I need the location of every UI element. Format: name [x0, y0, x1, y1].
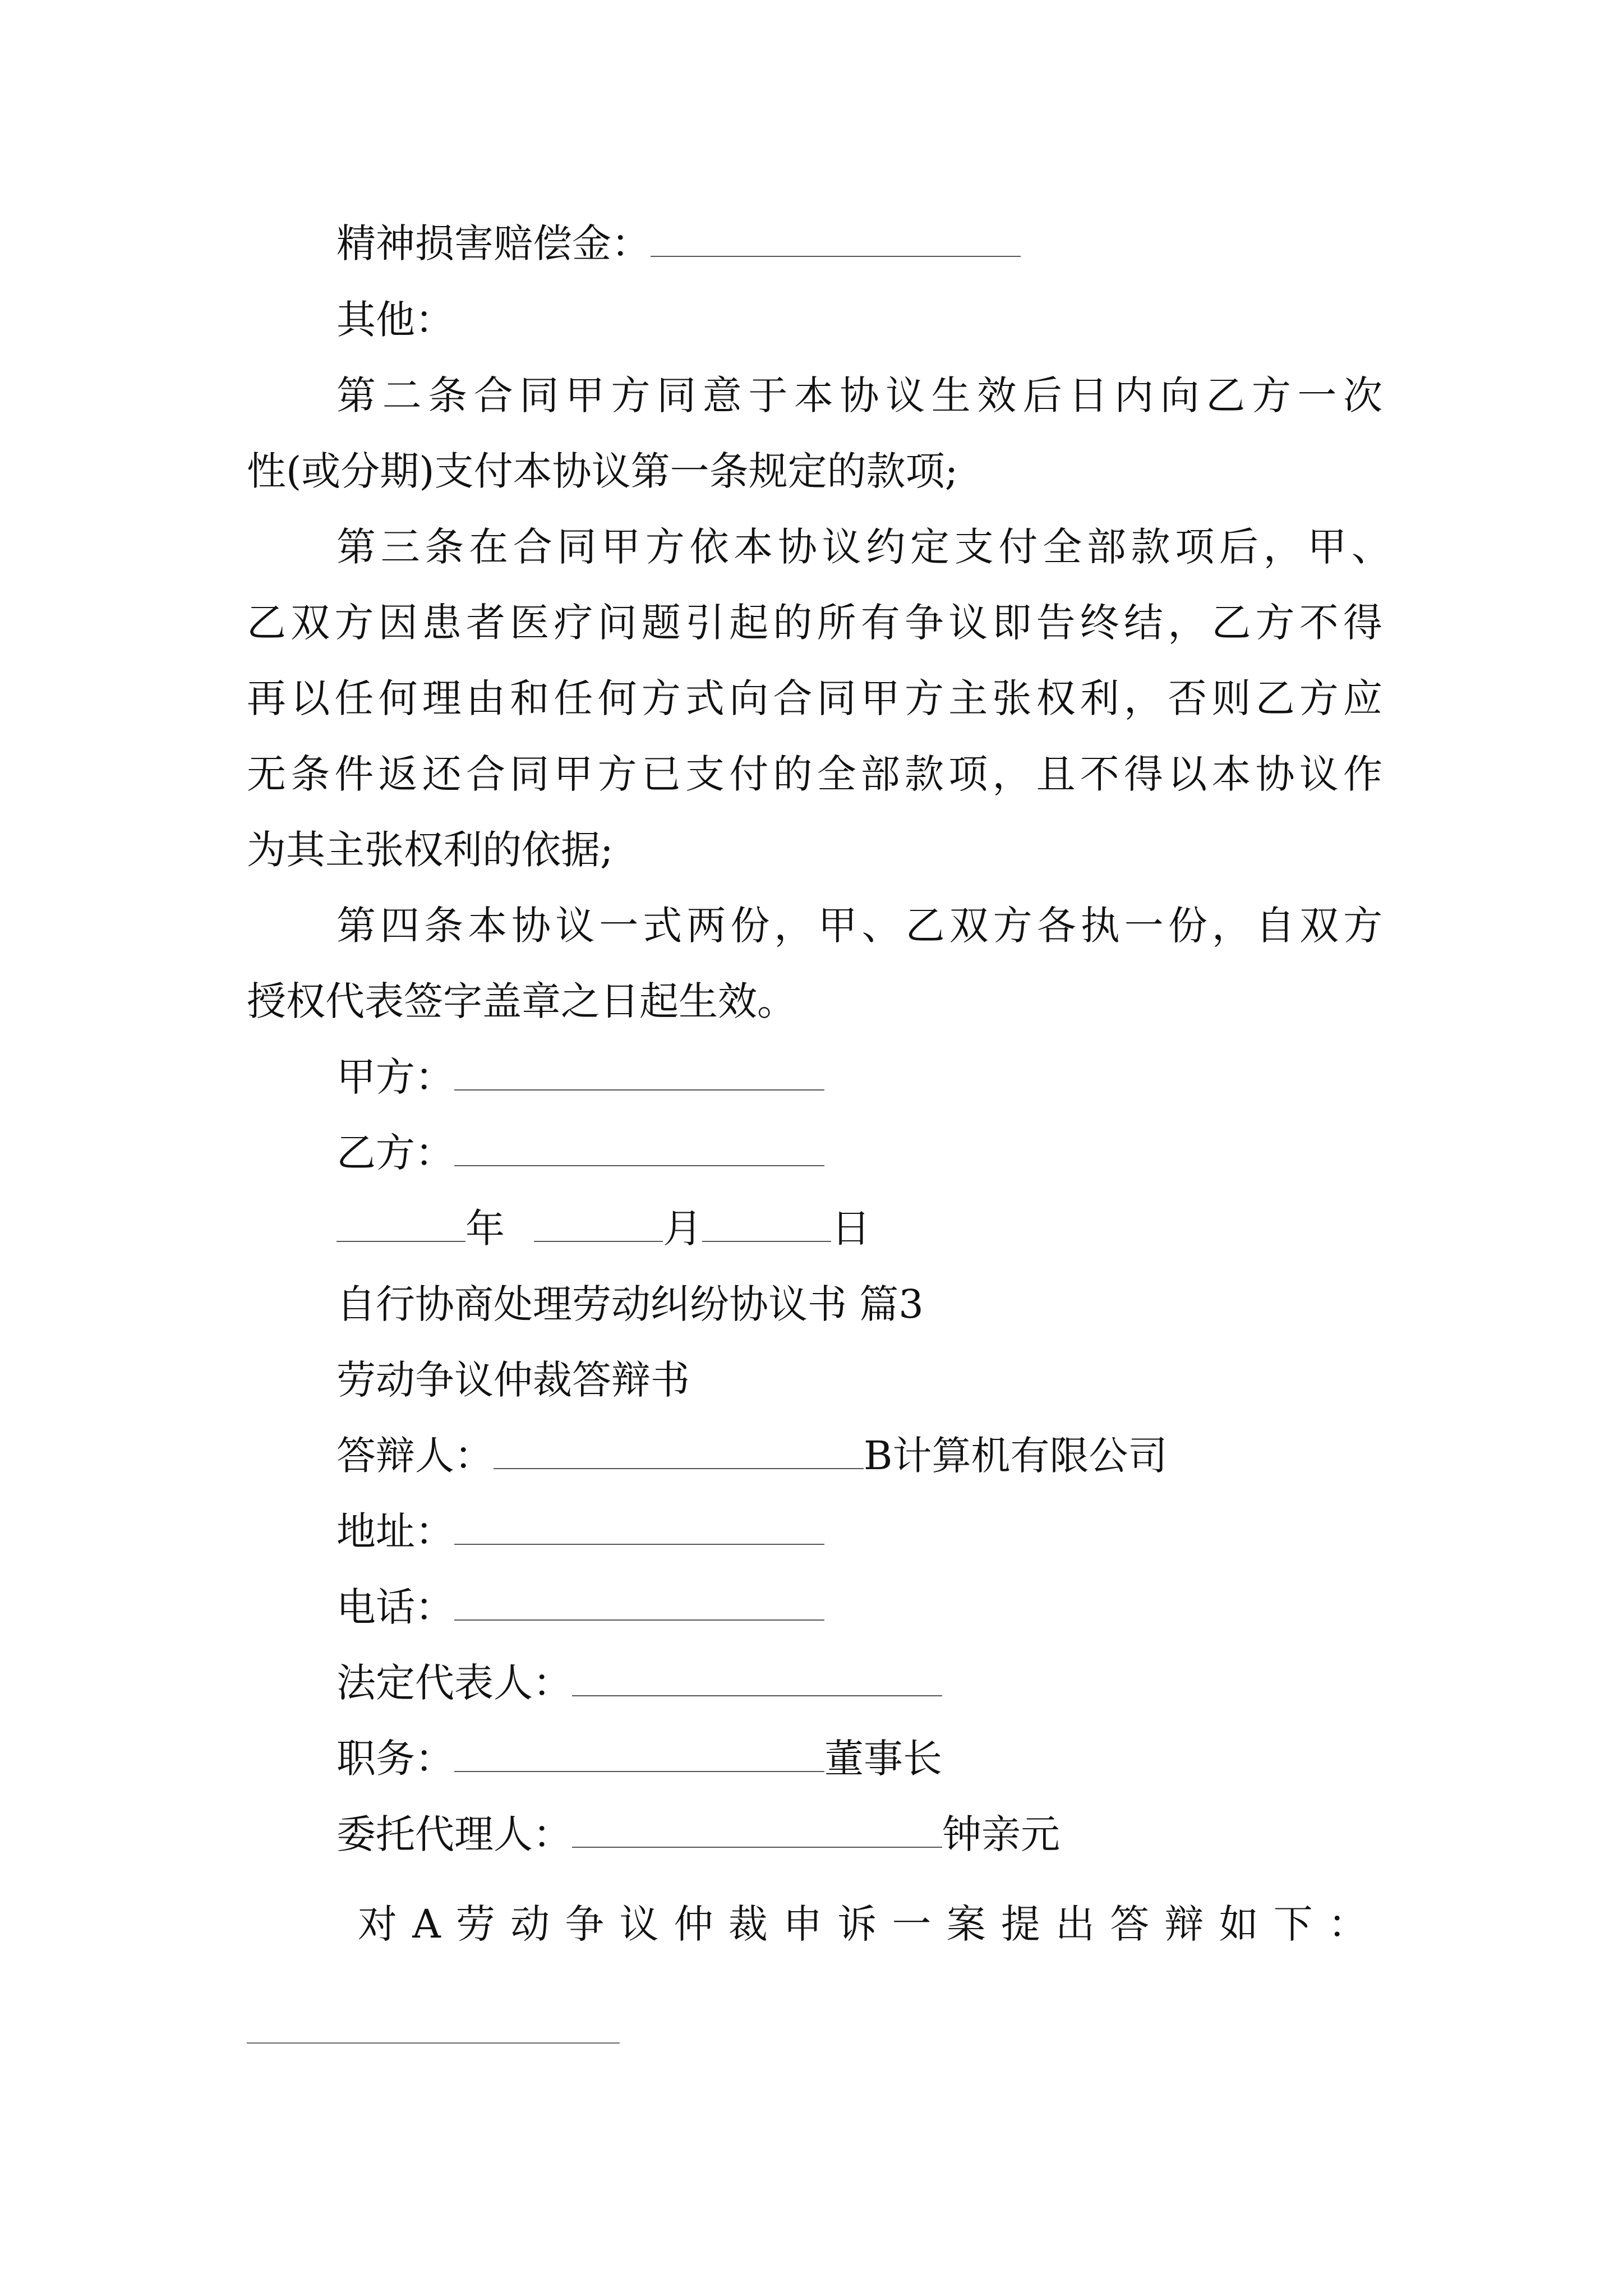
article2-line1: 第二条合同甲方同意于本协议生效后日内向乙方一次 [336, 372, 1382, 418]
position-value: 董事长 [824, 1736, 942, 1782]
legal-rep-line [336, 1655, 942, 1711]
respondent-blank [494, 1433, 864, 1469]
phone-line [336, 1579, 824, 1635]
party-b-blank [454, 1130, 824, 1166]
compensation-label: 精神损害赔偿金： [336, 220, 651, 266]
defense-intro: 对A劳动争议仲裁申诉一案提出答辩如下： [358, 1901, 1367, 1947]
article3-line4: 无条件返还合同甲方已支付的全部款项，且不得以本协议作 [247, 751, 1382, 797]
party-a-line [336, 1049, 824, 1105]
article2-line2: 性(或分期)支付本协议第一条规定的款项; [247, 448, 958, 494]
phone-blank [454, 1585, 824, 1621]
date-line [336, 1200, 870, 1257]
agent-label: 委托代理人： [336, 1811, 572, 1857]
article3-line1: 第三条在合同甲方依本协议约定支付全部款项后，甲、 [336, 524, 1391, 570]
month-label: 月 [663, 1205, 703, 1251]
address-label: 地址： [336, 1508, 454, 1554]
party-b-label: 乙方： [336, 1130, 454, 1176]
doc-title: 劳动争议仲裁答辩书 [336, 1357, 690, 1403]
article3-line5: 为其主张权利的依据; [247, 827, 614, 873]
legal-rep-blank [572, 1660, 942, 1696]
legal-rep-label: 法定代表人： [336, 1660, 572, 1706]
compensation-blank [651, 221, 1021, 257]
other-label: 其他： [336, 297, 454, 343]
agent-value: 钟亲元 [942, 1811, 1060, 1857]
month-blank [534, 1206, 663, 1242]
party-a-blank [454, 1055, 824, 1091]
address-blank [454, 1509, 824, 1545]
position-blank [454, 1736, 824, 1772]
article4-line2: 授权代表签字盖章之日起生效。 [247, 978, 796, 1024]
respondent-value: B计算机有限公司 [864, 1433, 1168, 1479]
article3-line2: 乙双方因患者医疗问题引起的所有争议即告终结，乙方不得 [247, 600, 1382, 646]
respondent-line [336, 1428, 1167, 1484]
year-blank [336, 1206, 465, 1242]
article4-line1: 第四条本协议一式两份，甲、乙双方各执一份，自双方 [336, 903, 1382, 949]
article3-line3: 再以任何理由和任何方式向合同甲方主张权利，否则乙方应 [247, 675, 1382, 721]
compensation-line [336, 215, 1021, 272]
phone-label: 电话： [336, 1584, 454, 1630]
position-label: 职务： [336, 1736, 454, 1782]
agent-line [336, 1806, 1060, 1862]
position-line [336, 1731, 942, 1787]
day-label: 日 [831, 1205, 871, 1251]
party-a-label: 甲方： [336, 1054, 454, 1100]
section-title: 自行协商处理劳动纠纷协议书 篇3 [336, 1281, 924, 1327]
year-label: 年 [465, 1205, 505, 1251]
agent-blank [572, 1812, 942, 1848]
other-line [336, 292, 454, 348]
party-b-line [336, 1125, 824, 1181]
respondent-label: 答辩人： [336, 1433, 494, 1479]
day-blank [702, 1206, 831, 1242]
address-line [336, 1503, 824, 1559]
footnote-rule [247, 2042, 620, 2044]
